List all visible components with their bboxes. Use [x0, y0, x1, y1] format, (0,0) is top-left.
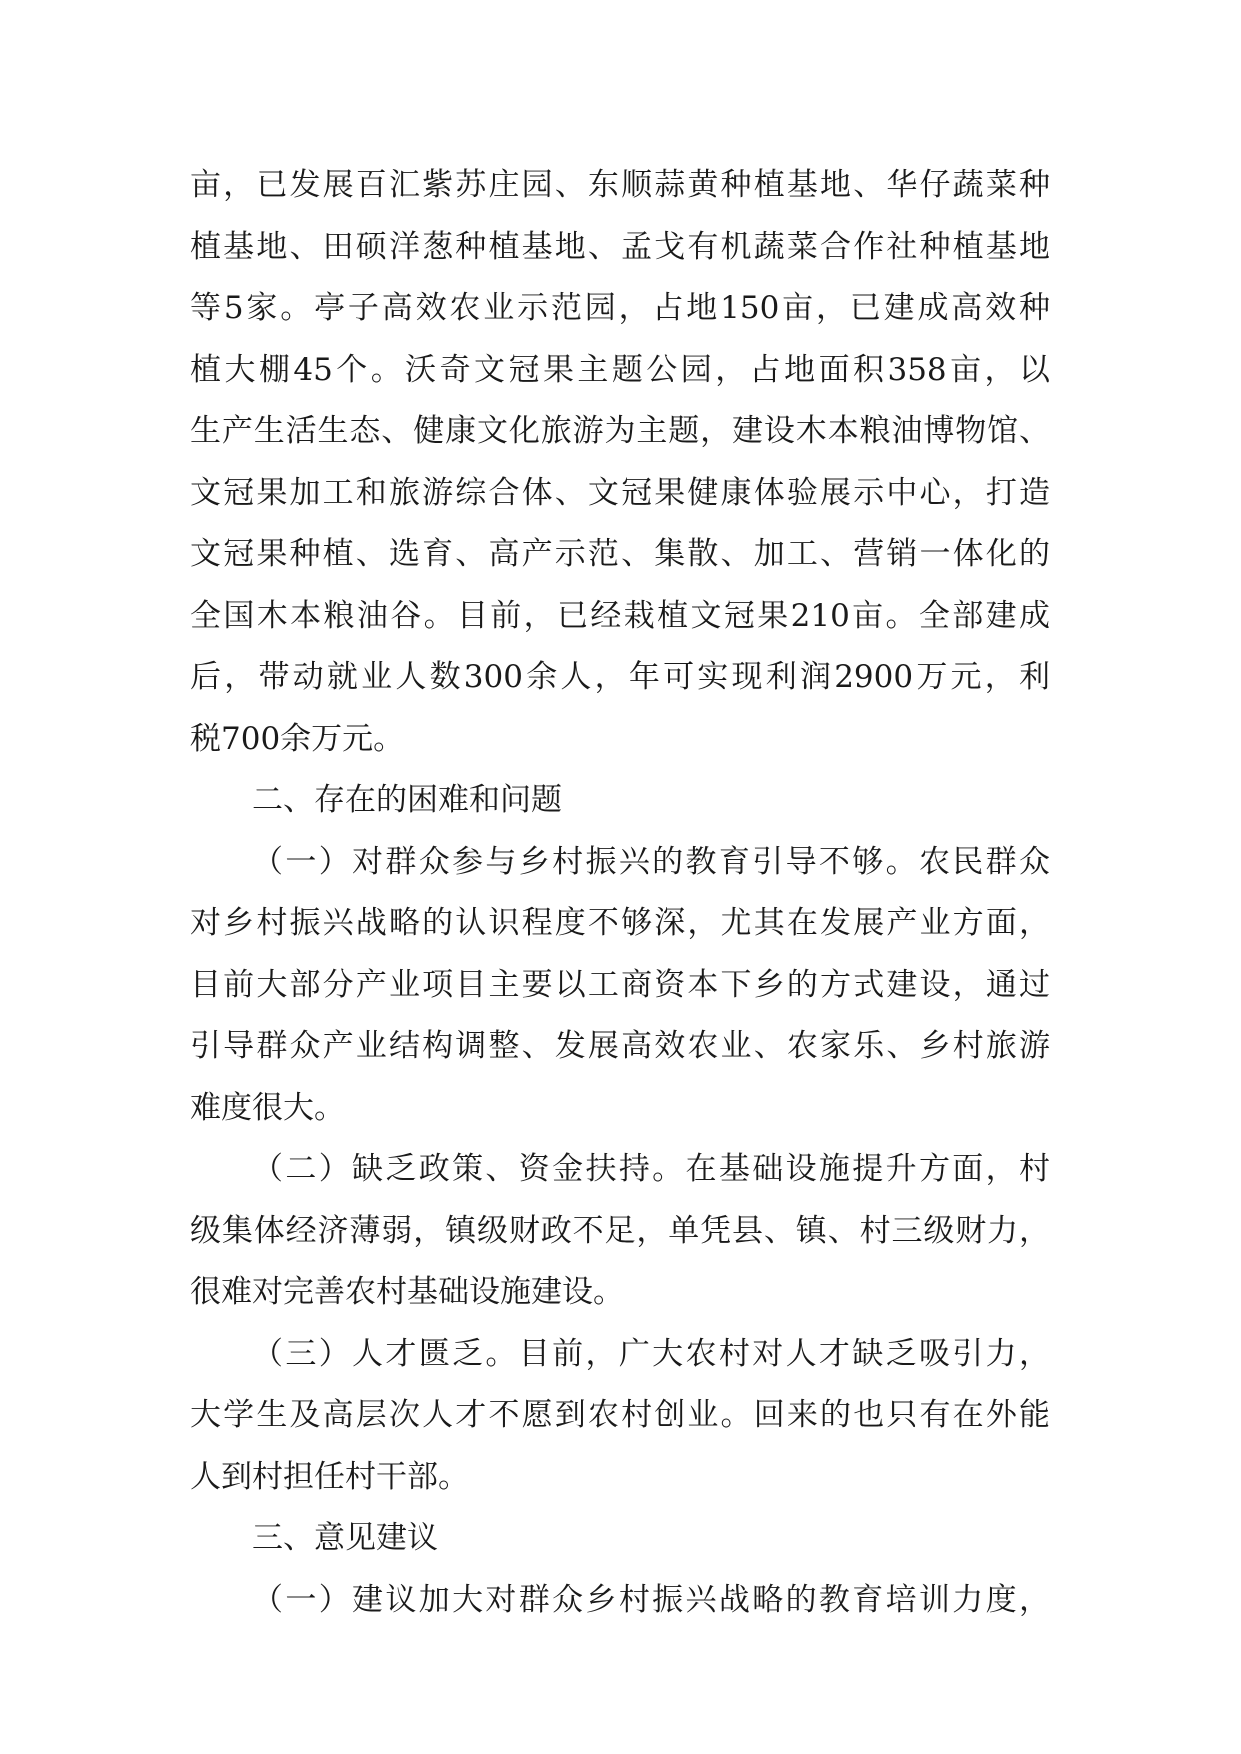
body-line: 级集体经济薄弱，镇级财政不足，单凭县、镇、村三级财力，: [190, 1212, 1050, 1249]
body-line: 税700余万元。: [190, 720, 405, 757]
section-heading: 二、存在的困难和问题: [252, 782, 562, 818]
body-line: 后，带动就业人数300余人，年可实现利润2900万元，利: [190, 659, 1050, 695]
body-line: 等5家。亭子高效农业示范园，占地150亩，已建成高效种: [190, 290, 1050, 326]
body-line: 文冠果种植、选育、高产示范、集散、加工、营销一体化的: [190, 536, 1050, 572]
body-line: 对乡村振兴战略的认识程度不够深，尤其在发展产业方面，: [190, 905, 1050, 941]
paragraph-first-line: （三）人才匮乏。目前，广大农村对人才缺乏吸引力，: [252, 1335, 1050, 1372]
body-line: 文冠果加工和旅游综合体、文冠果健康体验展示中心，打造: [190, 474, 1050, 511]
body-line: 亩，已发展百汇紫苏庄园、东顺蒜黄种植基地、华仔蔬菜种: [190, 167, 1050, 203]
body-line: 植大棚45个。沃奇文冠果主题公园，占地面积358亩，以: [190, 351, 1050, 388]
body-line: 植基地、田硕洋葱种植基地、孟戈有机蔬菜合作社种植基地: [190, 228, 1050, 265]
body-line: 大学生及高层次人才不愿到农村创业。回来的也只有在外能: [190, 1397, 1050, 1433]
paragraph-first-line: （一）对群众参与乡村振兴的教育引导不够。农民群众: [252, 843, 1050, 880]
body-line: 目前大部分产业项目主要以工商资本下乡的方式建设，通过: [190, 966, 1050, 1003]
body-line: 引导群众产业结构调整、发展高效农业、农家乐、乡村旅游: [190, 1028, 1050, 1064]
document-body: [190, 155, 1050, 1631]
section-heading: 三、意见建议: [252, 1520, 438, 1556]
body-line: 全国木本粮油谷。目前，已经栽植文冠果210亩。全部建成: [190, 597, 1050, 634]
paragraph-first-line: （二）缺乏政策、资金扶持。在基础设施提升方面，村: [252, 1151, 1050, 1187]
body-line: 人到村担任村干部。: [190, 1458, 469, 1495]
body-line: 生产生活生态、健康文化旅游为主题，建设木本粮油博物馆、: [190, 413, 1050, 449]
paragraph-first-line: （一）建议加大对群众乡村振兴战略的教育培训力度，: [252, 1581, 1050, 1618]
body-line: 很难对完善农村基础设施建设。: [190, 1274, 624, 1310]
body-line: 难度很大。: [190, 1089, 345, 1126]
